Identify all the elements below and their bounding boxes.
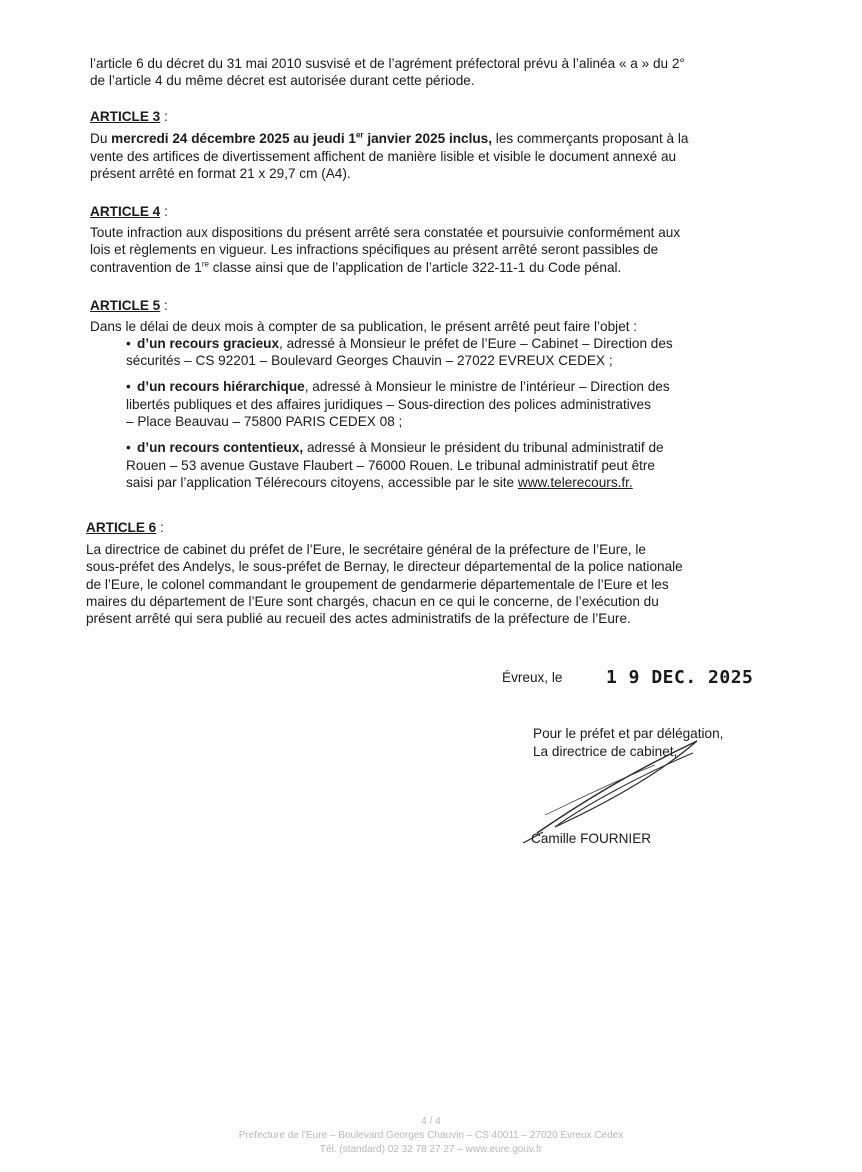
footer-contact: Tél. (standard) 02 32 78 27 27 – www.eure.gouv.fr: [319, 1144, 543, 1155]
article-5-intro: Dans le délai de deux mois à compter de sa publication, le présent arrêté peut faire l’objet :: [90, 319, 638, 334]
article-6-heading: ARTICLE 6 :: [86, 520, 164, 535]
article-6-line-5: présent arrêté qui sera publié au recueil des actes administratifs de la préfecture de l’Eure.: [86, 611, 631, 626]
article-3-line-1: Du mercredi 24 décembre 2025 au jeudi 1er janvier 2025 inclus, les commerçants proposant à la: [90, 130, 689, 146]
recours-contentieux-line-2: Rouen – 53 avenue Gustave Flaubert – 76000 Rouen. Le tribunal administratif peut être: [126, 458, 655, 473]
article-6-line-3: de l’Eure, le colonel commandant le groupement de gendarmerie départementale de l’Eure et les: [86, 577, 669, 592]
telerecours-link[interactable]: www.telerecours.fr.: [517, 475, 633, 490]
recours-contentieux-line-1: d’un recours contentieux, adressé à Monsieur le président du tribunal administratif de: [137, 440, 664, 455]
signature-line-2: La directrice de cabinet,: [533, 744, 678, 759]
article-4-line-1: Toute infraction aux dispositions du présent arrêté sera constatée et poursuivie conformément aux: [90, 225, 681, 240]
article-6-line-1: La directrice de cabinet du préfet de l’Eure, le secrétaire général de la préfecture de l’Eure, le: [86, 542, 646, 557]
article-4-line-3: contravention de 1re classe ainsi que de l’application de l’article 322-11-1 du Code pénal.: [90, 259, 622, 275]
bullet-icon: •: [126, 379, 131, 394]
recours-gracieux-line-2: sécurités – CS 92201 – Boulevard Georges Chauvin – 27022 EVREUX CEDEX ;: [126, 353, 613, 368]
recours-gracieux-line-1: d’un recours gracieux, adressé à Monsieur le préfet de l’Eure – Cabinet – Direction des: [137, 336, 673, 351]
signature-place: Évreux, le: [502, 670, 563, 685]
intro-line-2: de l’article 4 du même décret est autorisée durant cette période.: [90, 73, 475, 88]
article-3-line-2: vente des artifices de divertissement affichent de manière lisible et visible le document annexé au: [90, 149, 677, 164]
recours-hierarchique-line-1: d’un recours hiérarchique, adressé à Monsieur le ministre de l’intérieur – Direction des: [137, 379, 670, 394]
bullet-icon: •: [126, 440, 131, 455]
article-5-heading: ARTICLE 5 :: [90, 298, 168, 313]
article-3-heading: ARTICLE 3 :: [90, 109, 168, 124]
footer-address: Prefecture de l’Eure – Boulevard Georges Chauvin – CS 40011 – 27020 Evreux Cedex: [238, 1130, 624, 1141]
article-6-line-4: maires du département de l’Eure sont chargés, chacun en ce qui le concerne, de l’exécution du: [86, 594, 659, 609]
article-6-line-2: sous-préfet des Andelys, le sous-préfet de Bernay, le directeur départemental de la police nationale: [86, 559, 683, 574]
recours-contentieux-line-3: saisi par l’application Télérecours citoyens, accessible par le site www.telerecours.fr.: [126, 475, 633, 490]
recours-hierarchique-line-3: – Place Beauvau – 75800 PARIS CEDEX 08 ;: [126, 414, 403, 429]
footer-page-number: 4 / 4: [421, 1116, 441, 1127]
article-3-line-3: présent arrêté en format 21 x 29,7 cm (A4).: [90, 166, 351, 181]
recours-hierarchique-line-2: libertés publiques et des affaires juridiques – Sous-direction des polices administratives: [126, 397, 651, 412]
signature-line-1: Pour le préfet et par délégation,: [533, 726, 724, 741]
date-stamp: 1 9 DEC. 2025: [606, 667, 754, 688]
article-4-heading: ARTICLE 4 :: [90, 204, 168, 219]
intro-line-1: l’article 6 du décret du 31 mai 2010 susvisé et de l’agrément préfectoral prévu à l’alinéa « a » du 2°: [90, 56, 685, 71]
article-4-line-2: lois et règlements en vigueur. Les infractions spécifiques au présent arrêté seront passibles de: [90, 242, 659, 257]
signatory-name: Camille FOURNIER: [531, 831, 652, 846]
bullet-icon: •: [126, 336, 131, 351]
